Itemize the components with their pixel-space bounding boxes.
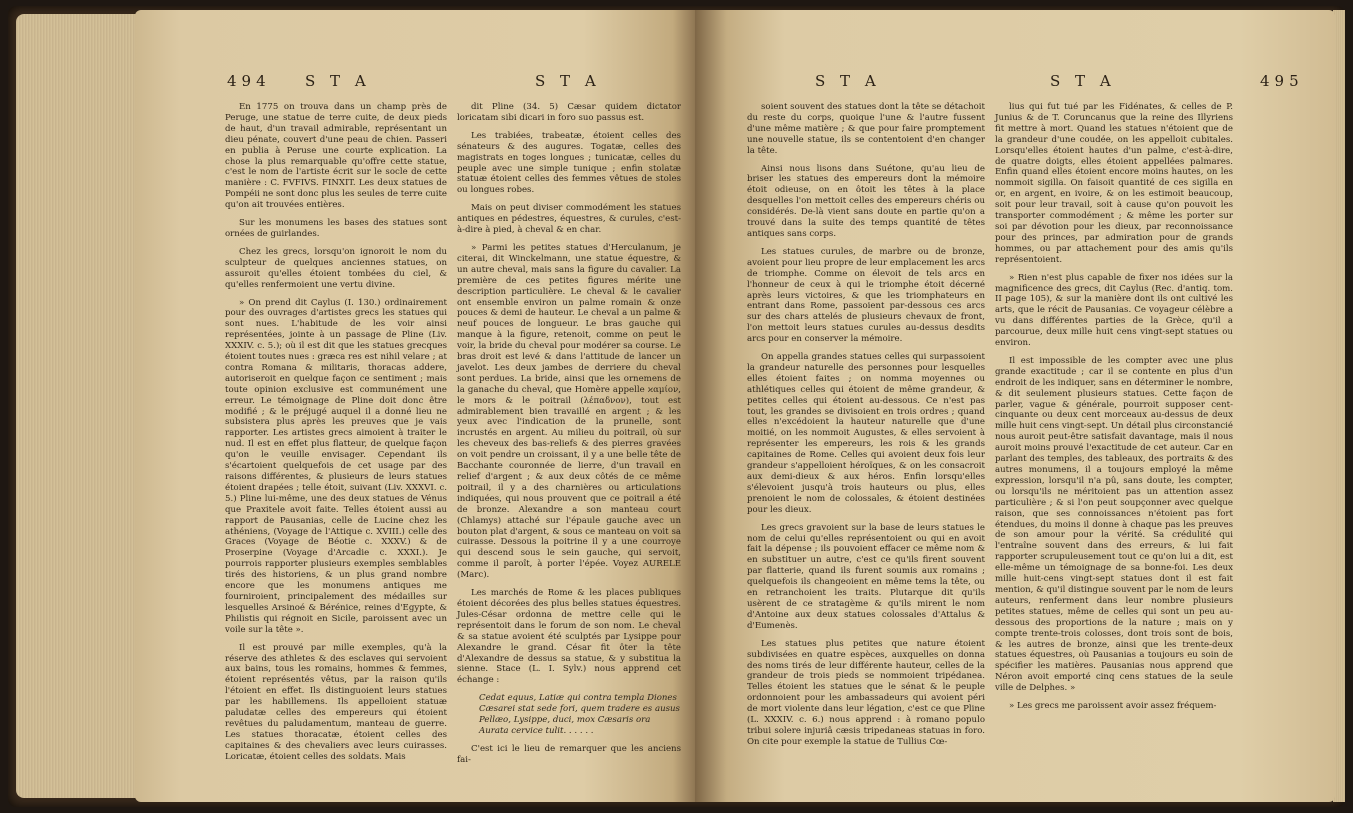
paragraph: » Rien n'est plus capable de fixer nos idées sur la magnificence des grecs, dit Caylus (Rec. d'antiq. tom. II page 105), & sur la manière dont ils ont cultivé les arts, que le récit de Pausanias. Ce voyageur célèbre a vu dans différentes parties de la Grèce, qu'il a parcourue, deux mille huit cens vingt-sept statues ou environ. [995, 272, 1233, 349]
paragraph: » Parmi les petites statues d'Herculanum, je citerai, dit Winckelmann, une statue équestre, & un autre cheval, mais sans la figure du cavalier. La première de ces petites figures mérite une description particulière. Le cheval & le cavalier ont ensemble environ un palme romain & onze pouces & demi de hauteur. Le cheval a un palme & neuf pouces de longueur. Le bras gauche qui manque à la figure, retenoit, comme on peut le voir, la bride du cheval pour modérer sa course. Le bras droit est levé & dans l'attitude de lancer un javelot. Les deux jambes de derriere du cheval sont perdues. La bride, ainsi que les ornemens de la ganache du cheval, que Homère appelle ϰαμίον, le mors & le poitrail (λέπαδνον), tout est admirablement bien travaillé en argent ; & les yeux avec l'indication de la prunelle, sont incrustés en argent. Au milieu du poitrail, où sur les cheveux des bas-reliefs & des pierres gravées on voit pendre un croissant, il y a une belle tête de Bacchante couronnée de lierre, d'un travail en relief d'argent ; & aux deux côtés de ce même poitrail, il y a des charnières ou articulations indiquées, qui nous prouvent que ce poitrail a été de bronze. Alexandre a son manteau court (Chlamys) attaché sur l'épaule gauche avec un bouton plat d'argent, & sous ce manteau on voit sa cuirasse. Dessous la poitrine il y a une courroye qui descend sous le sein gauche, qui servoit, comme il paroît, à porter l'épée. Voyez AURELE (Marc). [457, 242, 681, 581]
paragraph: dit Pline (34. 5) Cæsar quidem dictator loricatam sibi dicari in foro suo passus est. [457, 102, 681, 123]
paragraph: Les marchés de Rome & les places publiques étoient décorées des plus belles statues équestres. Jules-César ordonna de mettre celle qui le représentoit dans le forum de son nom. Le cheval & sa statue avoient été sculptés par Lysippe pour Alexandre le grand. César fit ôter la tête d'Alexandre de dessus sa statue, & y substitua la sienne. Stace (L. I. Sylv.) nous apprend cet échange : [457, 588, 681, 686]
left-column-2 [457, 102, 681, 773]
paragraph: Sur les monumens les bases des statues sont ornées de guirlandes. [225, 218, 447, 239]
paragraph: C'est ici le lieu de remarquer que les anciens fai- [457, 743, 681, 765]
right-column-2 [995, 102, 1233, 719]
paragraph: Les grecs gravoient sur la base de leurs statues le nom de celui qu'elles représentoient ou qui en avoit fait la dépense ; ils pouvoient effacer ce même nom & en substituer un autre, c'est ce qu'ils firent souvent par flatterie, quand ils furent soumis aux romains ; quelquefois ils changeoient en même tems la tête, ou en retranchoient les traits. Plutarque dit qu'ils usèrent de ce stratagème & qu'ils mirent le nom d'Antoine aux deux statues colossales d'Attalus & d'Eumenès. [747, 522, 985, 631]
paragraph: soient souvent des statues dont la tête se détachoit du reste du corps, quoique l'une & l'autre fussent d'une même matière ; & que pour faire promptement une nouvelle statue, ils se contentoient d'en changer la tête. [747, 102, 985, 156]
right-header-col1: S T A [815, 72, 881, 90]
paragraph: Il est impossible de les compter avec une plus grande exactitude ; car il se contente en plus d'un endroit de les indiquer, sans en déterminer le nombre, & dit seulement plusieurs statues. Cette façon de parler, vague & générale, pourroit supposer cent-cinquante ou deux cent morceaux au-dessus de deux mille huit cens vingt-sept. Un détail plus circonstancié nous auroit peut-être satisfait davantage, mais il nous auroit moins prouvé l'exactitude de cet auteur. Car en parlant des temples, des tableaux, des portraits & des autres monumens, il a toujours employé la même expression, lorsqu'il n'a pû, sans doute, les compter, ou lorsqu'ils ne méritoient pas un attention assez particulière ; & si l'on peut soupçonner avec quelque raison, que ses connoissances n'étoient pas fort étendues, du moins il donne à chaque pas les preuves de son amour pour la vérité. Sa crédulité qui l'entraîne souvent dans des erreurs, & lui fait rapporter scrupuleusement tout ce qu'on lui a dit, est elle-même un témoignage de sa bonne-foi. Les deux mille huit-cens vingt-sept statues dont il est fait mention, & qu'il distingue souvent par le nom de leurs auteurs, renferment dans leur nombre plusieurs petites statues, même de celles qui sont un peu au-dessous des proportions de la nature ; mais on y compte trente-trois colosses, dont trois sont de bois, & les autres de bronze, ainsi que les trente-deux statues équestres, où Pausanias a toujours eu soin de spécifier les matières. Pausanias nous apprend que Néron avoit emporté cinq cens statues de la seule ville de Delphes. » [995, 355, 1234, 694]
paragraph: » On prend dit Caylus (I. 130.) ordinairement pour des ouvrages d'artistes grecs les statues qui sont nues. L'habitude de les voir ainsi représentées, jointe à un passage de Pline (Liv. XXXIV. c. 5.); où il est dit que les statues grecques étoient toutes nues : græca res est nihil velare ; at contra Romana & militaris, thoracas addere, autoriseroit en quelque façon ce sentiment ; mais toute opinion exclusive est communément une erreur. Le témoignage de Pline doit donc être modifié ; & le préjugé auquel il a donné lieu ne subsistera plus après les preuves que je vais rapporter. Les artistes grecs aimoient à traiter le nud. Il est en effet plus flatteur, de quelque façon qu'on le veuille envisager. Cependant ils s'écartoient quelquefois de cet usage par des raisons différentes, & plusieurs de leurs statues étoient drapées ; telle étoit, suivant (Liv. XXXVI. c. 5.) Pline lui-même, une des deux statues de Vénus que Praxitele avoit faite. Telles étoient aussi au rapport de Pausanias, celle de Lucine chez les athéniens, (Voyage de l'Attique c. XVIII.) celle des Graces (Voyage de Béotie c. XXXV.) & de Proserpine (Voyage d'Arcadie c. XXXI.). Je pourrois rapporter plusieurs exemples semblables tirés des historiens, & un plus grand nombre encore que les monumens antiques me fourniroient, principalement des médailles sur lesquelles Arsinoé & Bérénice, reines d'Egypte, & Philistis qui régnoit en Sicile, paroissent avec un voile sur la tête ». [225, 297, 447, 635]
right-header-col2: S T A [1050, 72, 1116, 90]
verse-line: Cæsarei stat sede fori, quem tradere es ausus [479, 704, 680, 715]
paragraph: Les trabiées, trabeatæ, étoient celles des sénateurs & des augures. Togatæ, celles des magistrats en toges longues ; tunicatæ, celles du peuple avec une simple tunique ; enfin stolatæ statuæ étoient celles des femmes vêtues de stoles ou longues robes. [457, 130, 681, 196]
paragraph: Chez les grecs, lorsqu'on ignoroit le nom du sculpteur de quelques anciennes statues, on assuroit qu'elles étoient tombées du ciel, & qu'elles renfermoient une vertu divine. [225, 246, 447, 290]
left-header-col2: S T A [535, 72, 601, 90]
paragraph: Ainsi nous lisons dans Suétone, qu'au lieu de briser les statues des empereurs dont la mémoire étoit odieuse, on en ôtoit les têtes à la place desquelles l'on mettoit celles des empereurs chéris ou considérés. De-là vient sans doute en partie qu'on a trouvé dans la suite des temps quantité de têtes antiques sans corps. [747, 163, 985, 239]
left-page-number: 494 [227, 72, 271, 90]
paragraph: Les statues plus petites que nature étoient subdivisées en quatre espèces, auxquelles on donna des noms tirés de leur différente hauteur, celles de la grandeur de trois pieds se nommoient tripédanea. Telles étoient les statues que le sénat & le peuple ordonnoient pour les ambassadeurs qui avoient péri de mort violente dans leur légation, c'est ce que Pline (L. XXXIV. c. 6.) nous apprend : à romano populo tribui solere injuriâ cæsis tripedaneas statuas in foro. On cite pour exemple la statue de Tullius Cœ- [747, 638, 985, 747]
verse-line: Aurata cervice tulit. . . . . . [479, 725, 594, 736]
paragraph: lius qui fut tué par les Fidénates, & celles de P. Junius & de T. Coruncanus que la reine des Illyriens fit mettre à mort. Quand les statues n'étoient que de la grandeur d'une coudée, on les appelloit cubitales. Lorsqu'elles étoient hautes d'un palme, c'est-à-dire, de quatre doigts, elles étoient appellées palmares. Enfin quand elles étoient encore moins hautes, on les nommoit sigilla. On faisoit quantité de ces sigilla en or, en argent, en ivoire, & on les estimoit beaucoup, soit pour leur travail, soit à cause qu'on pouvoit les transporter commodément ; & même les porter sur soi par dévotion pour les dieux, par reconnoissance pour des princes, par admiration pour de grands hommes, ou par attachement pour des amis qu'ils représentoient. [995, 102, 1233, 265]
paragraph: On appella grandes statues celles qui surpassoient la grandeur naturelle des personnes pour lesquelles elles étoient faites ; on nomma moyennes ou athlétiques celles qui étoient de même grandeur, & petites celles qui étoient au-dessous. Ce n'est pas tout, les grandes se divisoient en trois ordres ; quand elles n'excédoient la hauteur naturelle que d'une moitié, on les nommoit Augustes, & elles servoient à représenter les empereurs, les rois & les grands capitaines de Rome. Celles qui avoient deux fois leur grandeur s'appelloient héroïques, & on les consacroit aux demi-dieux & aux héros. Enfin lorsqu'elles s'élevoient jusqu'à trois hauteurs ou plus, elles prenoient le nom de colossales, & étoient destinées pour les dieux. [747, 352, 985, 515]
paragraph: Il est prouvé par mille exemples, qu'à la réserve des athletes & des esclaves qui servoient aux bains, tous les romains, hommes & femmes, étoient représentés vêtus, par la raison qu'ils l'étoient en effet. Ils distinguoient leurs statues par les habillemens. Ils appelloient statuæ paludatæ celles des empereurs qui étoient revêtues du paludamentum, manteau de guerre. Les statues thoracatæ, étoient celles des capitaines & des chevaliers avec leurs cuirasses. Loricatæ, étoient celles des soldats. Mais [225, 642, 447, 762]
paragraph: Les statues curules, de marbre ou de bronze, avoient pour lieu propre de leur emplacement les arcs de triomphe. Comme on élevoit de tels arcs en l'honneur de ceux à qui le triomphe étoit décerné après leurs victoires, & que les triomphateurs en entrant dans Rome, passoient par-dessous ces arcs sur des chars attelés de plusieurs chevaux de front, l'on mettoit leurs statues curules au-dessus desdits arcs pour en conserver la mémoire. [747, 246, 985, 345]
right-page [695, 10, 1335, 802]
left-header-col1: S T A [305, 72, 371, 90]
paragraph: En 1775 on trouva dans un champ près de Peruge, une statue de terre cuite, de deux pieds de haut, d'un travail admirable, représentant un dieu pénate, couvert d'une peau de chien. Passeri en publia à Peruse une courte explication. La chose la plus remarquable qu'offre cette statue, c'est le nom de l'artiste écrit sur le socle de cette manière : C. FVFIVS. FINXIT. Les deux statues de Pompéii ne sont donc plus les seules de terre cuite qu'on ait trouvées entières. [225, 102, 447, 211]
right-page-number: 495 [1260, 72, 1304, 90]
verse-line: Pellæo, Lysippe, duci, mox Cæsaris ora [479, 715, 651, 726]
page-edges-left [16, 14, 136, 798]
paragraph: Mais on peut diviser commodément les statues antiques en pédestres, équestres, & curules, c'est-à-dire à pied, à cheval & en char. [457, 203, 681, 236]
left-page [135, 10, 695, 802]
verse-line: Cedat equus, Latiæ qui contra templa Diones [479, 693, 677, 704]
paragraph: » Les grecs me paroissent avoir assez fréquem- [1009, 701, 1217, 712]
right-column-1 [747, 102, 985, 755]
left-column-1 [225, 102, 447, 770]
